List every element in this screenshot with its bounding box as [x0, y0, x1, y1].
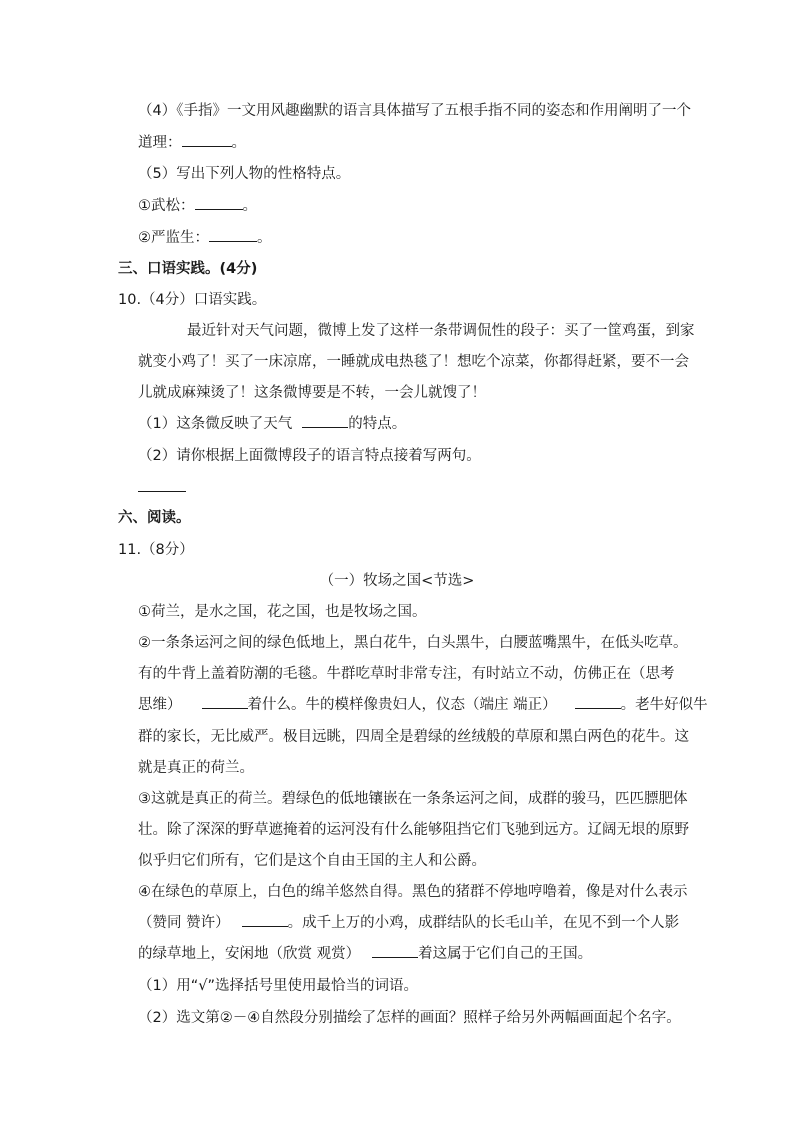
passage-text: 着这属于它们自己的王国。 [418, 946, 593, 962]
q9-item4-label: 道理： [138, 135, 182, 151]
answer-blank[interactable] [575, 695, 621, 709]
q9-item4-end: 。 [231, 135, 246, 151]
q9-yanjiansheng-line [138, 228, 272, 248]
passage-line: 有的牛背上盖着防潮的毛毯。牛群吃草时非常专注，有时站立不动，仿佛正在（思考 [138, 666, 675, 682]
answer-blank[interactable] [138, 478, 186, 492]
passage-text: 着什么。牛的模样像贵妇人，仪态（端庄 端正） [247, 697, 557, 713]
q9-item4-line1: （4）《手指》一文用风趣幽默的语言具体描写了五根手指不同的姿态和作用阐明了一个 [138, 103, 691, 119]
q10-sub1-text: （1）这条微反映了天气 [138, 416, 293, 432]
passage-line: ②一条条运河之间的绿色低地上，黑白花牛，白头黑牛，白腰蓝嘴黑牛，在低头吃草。 [138, 635, 688, 651]
q10-sub1 [138, 414, 406, 434]
q10-paragraph-line3: 儿就成麻辣烫了！这条微博要是不转，一会儿就馊了！ [138, 385, 486, 401]
q9-yanjiansheng-label: ②严监生： [138, 230, 209, 246]
q9-wusong-end: 。 [242, 198, 257, 214]
answer-blank[interactable] [209, 228, 257, 242]
q10-paragraph-line1: 最近针对天气问题，微博上发了这样一条带调侃性的段子：买了一筐鸡蛋，到家 [187, 323, 695, 339]
choice-text: （赞同 赞许） [138, 915, 230, 931]
q11-head: 11.（8分） [118, 542, 194, 558]
q11-sub2: （2）选文第②－④自然段分别描绘了怎样的画面？照样子给另外两幅画面起个名字。 [138, 1010, 681, 1026]
answer-blank[interactable] [195, 196, 243, 210]
passage-title: （一）牧场之国<节选> [319, 573, 475, 589]
passage-line: ③这就是真正的荷兰。碧绿色的低地镶嵌在一条条运河之间，成群的骏马，匹匹膘肥体 [138, 791, 688, 807]
q10-sub1-end: 的特点。 [348, 416, 407, 432]
passage-line: 壮。除了深深的野草遮掩着的运河没有什么能够阻挡它们飞驰到远方。辽阔无垠的原野 [138, 822, 689, 838]
q10-paragraph-line2: 就变小鸡了！买了一床凉席，一睡就成电热毯了！想吃个凉菜，你都得赶紧，要不一会 [138, 354, 689, 370]
answer-blank[interactable] [372, 944, 418, 958]
passage-line: ④在绿色的草原上，白色的绵羊悠然自得。黑色的猪群不停地哼噜着，像是对什么表示 [138, 884, 688, 900]
passage-line: 群的家长，无比威严。极目远眺，四周全是碧绿的丝绒般的草原和黑白两色的花牛。这 [138, 729, 689, 745]
passage-line-with-blanks [138, 695, 708, 715]
answer-blank[interactable] [242, 913, 288, 927]
passage-line: ①荷兰，是水之国，花之国，也是牧场之国。 [138, 604, 427, 620]
section-heading: 六、阅读。 [118, 510, 191, 526]
section-heading: 三、口语实践。(4分) [118, 261, 258, 277]
q9-wusong-label: ①武松： [138, 198, 195, 214]
q9-yanjiansheng-end: 。 [257, 230, 272, 246]
passage-text: 。老牛好似牛 [620, 697, 708, 713]
q9-wusong-line [138, 196, 257, 216]
answer-blank[interactable] [302, 414, 348, 428]
passage-line-with-blank [138, 913, 679, 933]
q10-sub2: （2）请你根据上面微博段子的语言特点接着写两句。 [138, 448, 481, 464]
q10-head: 10.（4分）口语实践。 [118, 292, 267, 308]
passage-line: 似乎归它们所有，它们是这个自由王国的主人和公爵。 [138, 853, 486, 869]
choice-text: 的绿草地上，安闲地（欣赏 观赏） [138, 946, 361, 962]
q9-item4-line2 [138, 133, 246, 153]
passage-line-with-blank [138, 944, 592, 964]
q11-sub1: （1）用“√”选择括号里使用最恰当的词语。 [138, 978, 418, 994]
passage-line: 就是真正的荷兰。 [138, 760, 254, 776]
q9-item5: （5）写出下列人物的性格特点。 [138, 166, 351, 182]
choice-text: 思维） [138, 697, 182, 713]
answer-blank[interactable] [182, 133, 232, 147]
passage-text: 。成千上万的小鸡，成群结队的长毛山羊，在见不到一个人影 [287, 915, 680, 931]
answer-blank[interactable] [202, 695, 248, 709]
